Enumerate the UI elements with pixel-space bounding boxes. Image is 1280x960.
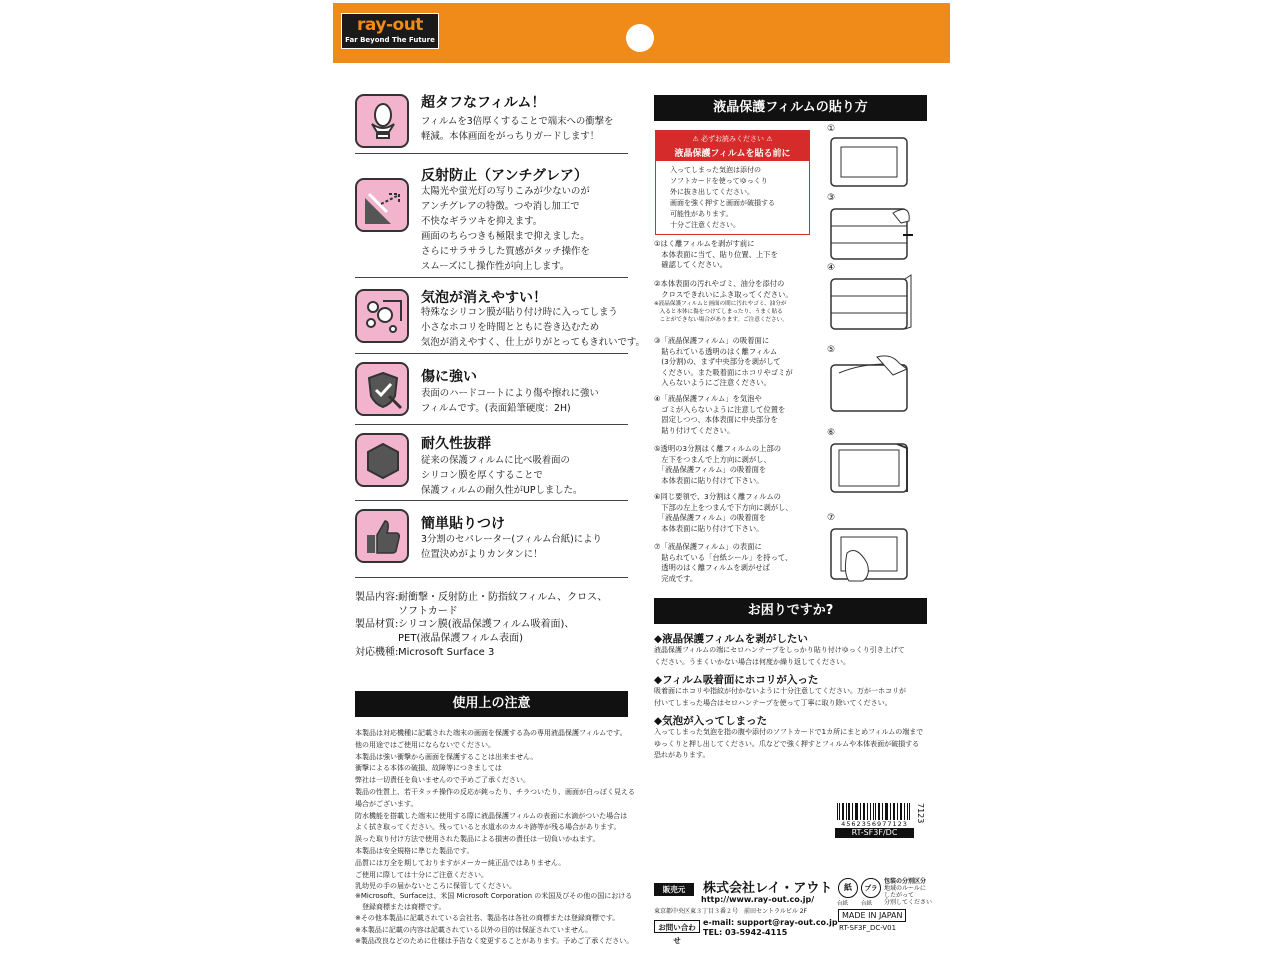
spec-value: Microsoft Surface 3 [398, 647, 495, 658]
step-line: 下部の左上をつまんで下方向に剥がし、 [654, 502, 793, 512]
feature-title: 超タフなフィルム！ [421, 95, 546, 111]
contact-tel: TEL: 03-5942-4115 [703, 928, 788, 937]
hang-hole [626, 24, 654, 52]
step-line: 「液晶保護フィルム」の吸着面を [654, 465, 767, 474]
step-line: ⑤透明の3分割はく離フィルムの上部の [654, 444, 782, 453]
step-line: 入らないようにご注意ください。 [654, 378, 771, 387]
feature-desc-line: さらにサラサラした質感がタッチ操作を [421, 246, 590, 257]
divider [355, 353, 628, 354]
thumbs-up-icon [355, 509, 409, 563]
package-back [333, 0, 950, 960]
step-6 [654, 492, 793, 534]
step-line: (3分割)の、まず中央部分を剥がして [654, 357, 781, 366]
warning-title: 液晶保護フィルムを貼る前に [674, 149, 791, 159]
diagram-number: ⑤ [827, 345, 836, 355]
step-line: 貼られている透明のはく離フィルム [654, 346, 778, 356]
made-in-badge: MADE IN JAPAN [838, 909, 906, 922]
divider [355, 500, 628, 501]
top-orange-bar [333, 3, 950, 63]
contact-email[interactable]: e-mail: support@ray-out.co.jp [703, 918, 838, 927]
footnotes [355, 891, 633, 947]
plastic-recycle-icon: プラ [861, 878, 881, 898]
faq-answer-line: 液晶保護フィルムの端にセロハンテープをしっかり貼り付けゆっくり引き上げて [654, 646, 905, 654]
step-line: ⑥同じ要領で、3分割はく離フィルムの [654, 492, 781, 501]
egg-cup-icon [355, 94, 409, 148]
recycle-label: 台紙 [861, 901, 873, 907]
feature-title: 簡単貼りつけ [421, 516, 505, 532]
faq-answer [654, 686, 906, 709]
feature-desc-line: 保護フィルムの耐久性がUPしました。 [421, 485, 583, 496]
faq-question: ◆フィルム吸着面にホコリが入った [654, 674, 819, 686]
feature-desc-line: 不快なギラツキを抑えます。 [421, 216, 543, 227]
step-3 [654, 336, 793, 389]
notice-line: 品質には万全を期しておりますがメーカー純正品ではありません。 [355, 858, 566, 867]
faq-answer-line: 吸着面にホコリや指紋が付かないように十分注意してください。万が一ホコリが [654, 687, 906, 695]
step-line: 貼り付けてください。 [654, 425, 735, 435]
shield-scratch-icon [355, 362, 409, 416]
step-line: 本体表面に貼り付けて下さい。 [654, 475, 764, 485]
notice-line: ご使用に際しては十分にご注意ください。 [355, 870, 488, 879]
step-5 [654, 444, 781, 486]
step-line: 完成です。 [654, 573, 698, 583]
footnote-line: ※本製品に記載の内容は記載されている以外の目的は保証されていません。 [355, 925, 593, 934]
notice-line: 本製品は強い衝撃から画面を保護することは出来ません。 [355, 752, 538, 761]
notice-line: 弊社は一切責任を負いませんので予めご了承ください。 [355, 776, 530, 785]
step-2 [654, 279, 793, 324]
spec-model [355, 646, 494, 660]
feature-desc-line: 3分割のセパレーター(フィルム台紙)により [421, 534, 602, 545]
warning-line: 画面を強く押すと画面が破損する [670, 199, 775, 207]
spec-contents [355, 591, 607, 619]
faq-question: ◆液晶保護フィルムを剥がしたい [654, 633, 808, 645]
step-4 [654, 394, 785, 436]
divider [355, 577, 628, 578]
warning-line: 可能性があります。 [670, 210, 733, 218]
step-note: 入ると本体に傷をつけてしまったり、うまく貼る [654, 309, 783, 315]
step-line: ①はく離フィルムを剥がす前に [654, 239, 755, 248]
notice-line: 衝撃による本体の破損、故障等につきましては [355, 764, 502, 773]
hexagon-icon [355, 433, 409, 487]
feature-desc-line: スムーズにし操作性が向上します。 [421, 261, 570, 272]
spec-key: 製品内容: [355, 592, 399, 603]
feature-desc [421, 453, 582, 498]
diagram-number: ⑥ [827, 428, 836, 438]
faq-answer [654, 645, 905, 668]
notice-line: 防水機能を搭載した端末に使用する際に液晶保護フィルムの表面に水滴がついた場合は [355, 811, 628, 820]
feature-desc-line: 画面のちらつきも極限まで抑えました。 [421, 231, 590, 242]
howto-title: 液晶保護フィルムの貼り方 [654, 95, 927, 121]
feature-desc-line: 軽減。本体画面をがっちりガードします！ [421, 131, 600, 142]
notice-line: よく拭き取ってください。残っていると水道水のカルキ跡等が残る場合があります。 [355, 823, 621, 832]
step-line: ください。また吸着面にホコリやゴミが [654, 367, 793, 377]
faq-answer-line: 入ってしまった気泡を指の腹や添付のソフトカードで1カ所にまとめフィルムの端まで [654, 728, 924, 736]
feature-title: 耐久性抜群 [421, 436, 491, 452]
contact-tag: お問い合わせ [654, 920, 700, 933]
barcode-side-number: 7123 [916, 803, 925, 824]
warning-line: 十分ご注意ください。 [670, 221, 740, 229]
recycle-note-line: 地域のルールに [884, 885, 926, 892]
recycle-note-line: したがって [884, 892, 915, 899]
feature-desc-line: 従来の保護フィルムに比べ吸着面の [421, 455, 570, 466]
step-line: ③「液晶保護フィルム」の吸着面に [654, 336, 770, 345]
notice-line: 場合がございます。 [355, 799, 418, 808]
faq-answer-line: 付いてしまった場合はセロハンテープを使って丁寧に取り除いてください。 [654, 698, 892, 707]
footnote-line: ※Microsoft、Surfaceは、米国 Microsoft Corporation の米国及びその他の国における [355, 892, 633, 900]
faq-answer-line: ゆっくりと押し出してください。爪などで強く押すとフィルムや本体表面が破損する [654, 739, 920, 748]
company-url[interactable]: http://www.ray-out.co.jp/ [701, 895, 815, 904]
feature-desc [421, 184, 590, 274]
feature-desc [421, 305, 645, 350]
company-name: 株式会社レイ・アウト [703, 881, 833, 896]
feature-desc [421, 114, 613, 144]
footnote-line: ※その他本製品に記載されている会社名、製品名は各社の商標または登録商標です。 [355, 914, 620, 923]
notice-line: 本製品は安全規格に準じた製品です。 [355, 846, 474, 855]
recycle-label: 台紙 [837, 901, 849, 907]
step-line: 左下をつまんで上方向に剥がし、 [654, 454, 771, 464]
warning-icon: ⚠ [692, 135, 701, 143]
feature-desc-line: 表面のハードコートにより傷や擦れに強い [421, 388, 599, 399]
warning-line: ソフトカードを使ってゆっくり [670, 177, 768, 185]
company-address: 東京都中央区東３丁目３番２号 前田セントラルビル 2F [654, 908, 807, 915]
spec-key: 製品材質: [355, 619, 399, 630]
anti-glare-icon [355, 178, 409, 232]
faq-answer-line: 恐れがあります。 [654, 751, 710, 759]
feature-desc [421, 386, 599, 416]
faq-question: ◆気泡が入ってしまった [654, 715, 768, 727]
brand-name: ray-out [357, 15, 423, 35]
feature-desc [421, 532, 602, 562]
notice-body [355, 728, 635, 893]
recycle-note-line: 包装の分別区分 [884, 878, 927, 885]
spec-value: 耐衝撃・反射防止・防指紋フィルム、クロス、 [398, 592, 608, 603]
faq-answer [654, 727, 923, 762]
step-line: ⑦「液晶保護フィルム」の表面に [654, 542, 762, 551]
step-note: ※液晶保護フィルムと画面の間に汚れやゴミ、油分が [654, 301, 787, 307]
brand-tagline: Far Beyond The Future [345, 36, 435, 44]
feature-desc-line: 特殊なシリコン膜が貼り付け時に入ってしまう [421, 307, 618, 318]
faq-title: お困りですか? [654, 598, 927, 624]
feature-desc-line: フィルムです。(表面鉛筆硬度：2H) [421, 403, 571, 414]
step-line: 本体表面に貼り付けて下さい。 [654, 523, 764, 533]
step-line: ゴミが入らないように注意して位置を [654, 404, 786, 414]
step-line: 「液晶保護フィルム」の吸着面を [654, 513, 767, 522]
spec-key: 対応機種: [355, 647, 399, 658]
spec-value: ソフトカード [398, 606, 458, 617]
spec-material [355, 618, 574, 646]
divider [355, 153, 628, 154]
divider [355, 424, 628, 425]
faq-answer-line: ください。うまくいかない場合は何度か繰り返してください。 [654, 657, 850, 666]
feature-desc-line: 気泡が消えやすく、仕上がりがとってもきれいです。 [421, 337, 645, 348]
step-line: 貼られている「台紙シール」を持って、 [654, 552, 793, 562]
step-7 [654, 542, 792, 584]
recycle-note [884, 878, 932, 906]
diagram-number: ⑦ [827, 513, 836, 523]
step-line: 固定しつつ、本体表面に中央部分を [654, 415, 778, 424]
feature-desc-line: 小さなホコリを時間とともに巻き込むため [421, 322, 600, 333]
jan-number: 4562356977123 [835, 820, 914, 828]
footnote-line: 登録商標または商標です。 [355, 903, 446, 912]
warning-box [655, 130, 810, 235]
step-note: ことができない場合があります。ご注意ください。 [654, 317, 788, 323]
notice-line: 本製品は対応機種に記載された端末の画面を保護する為の専用液晶保護フィルムです。 [355, 729, 627, 737]
notice-line: 他の用途ではご使用にならないでください。 [355, 740, 495, 749]
version-code: RT-SF3F_DC-V01 [839, 924, 897, 932]
feature-title: 反射防止（アンチグレア） [421, 168, 588, 184]
warning-header [656, 131, 809, 161]
feature-desc-line: 太陽光や蛍光灯の写りこみが少ないのが [421, 186, 590, 197]
feature-desc-line: シリコン膜を厚くすることで [421, 470, 543, 481]
brand-logo [341, 13, 439, 49]
feature-desc-line: アンチグレアの特徴。つや消し加工で [421, 201, 580, 212]
spec-value: PET(液晶保護フィルム表面) [398, 633, 524, 644]
warning-body [670, 165, 775, 231]
warning-icon: ⚠ [764, 135, 773, 143]
product-code: RT-SF3F/DC [835, 828, 914, 838]
step-line: ②本体表面の汚れやゴミ、油分を添付の [654, 279, 785, 288]
step-line: 透明のはく離フィルムを剥がせば [654, 563, 770, 572]
feature-title: 気泡が消えやすい！ [421, 290, 547, 306]
feature-desc-line: フィルムを3倍厚くすることで端末への衝撃を [421, 116, 614, 127]
seller-tag: 販売元 [654, 883, 694, 896]
notice-title: 使用上の注意 [355, 691, 628, 717]
step-line: 確認してください。 [654, 260, 727, 269]
notice-line: 製品の性質上、若干タッチ操作の反応が鈍ったり、チラついたり、画面が白っぽく見える [355, 787, 635, 796]
step-1 [654, 239, 778, 271]
footnote-line: ※製品改良などのために仕様は予告なく変更することがあります。予めご了承ください。 [355, 936, 634, 945]
feature-title: 傷に強い [421, 369, 477, 385]
bubbles-icon [355, 289, 409, 343]
feature-desc-line: 位置決めがよりカンタンに！ [421, 549, 543, 560]
diagram-number: ③ [827, 193, 836, 203]
diagram-number: ① [827, 124, 836, 134]
warning-line: 入ってしまった気泡は添付の [670, 166, 761, 174]
step-line: 本体表面に当て、貼り位置、上下を [654, 249, 778, 259]
warning-small [656, 134, 809, 144]
spec-value: シリコン膜(液晶保護フィルム吸着面)、 [398, 619, 575, 630]
divider [355, 277, 628, 278]
warning-small-text: 必ずお読みください [701, 135, 764, 143]
notice-line: 誤った取り付け方法で使用された製品による損害の責任は一切負いかねます。 [355, 835, 600, 844]
step-line: ④「液晶保護フィルム」を気泡や [654, 394, 762, 403]
notice-line: 乳幼児の手の届かないところに保管してください。 [355, 882, 516, 891]
diagram-number: ④ [827, 263, 836, 273]
step-line: クロスできれいにふき取ってください。 [654, 289, 793, 299]
paper-recycle-icon: 紙 [838, 878, 858, 898]
recycle-note-line: 分別してください [884, 899, 933, 906]
warning-line: 外に抜き出してください。 [670, 188, 754, 196]
